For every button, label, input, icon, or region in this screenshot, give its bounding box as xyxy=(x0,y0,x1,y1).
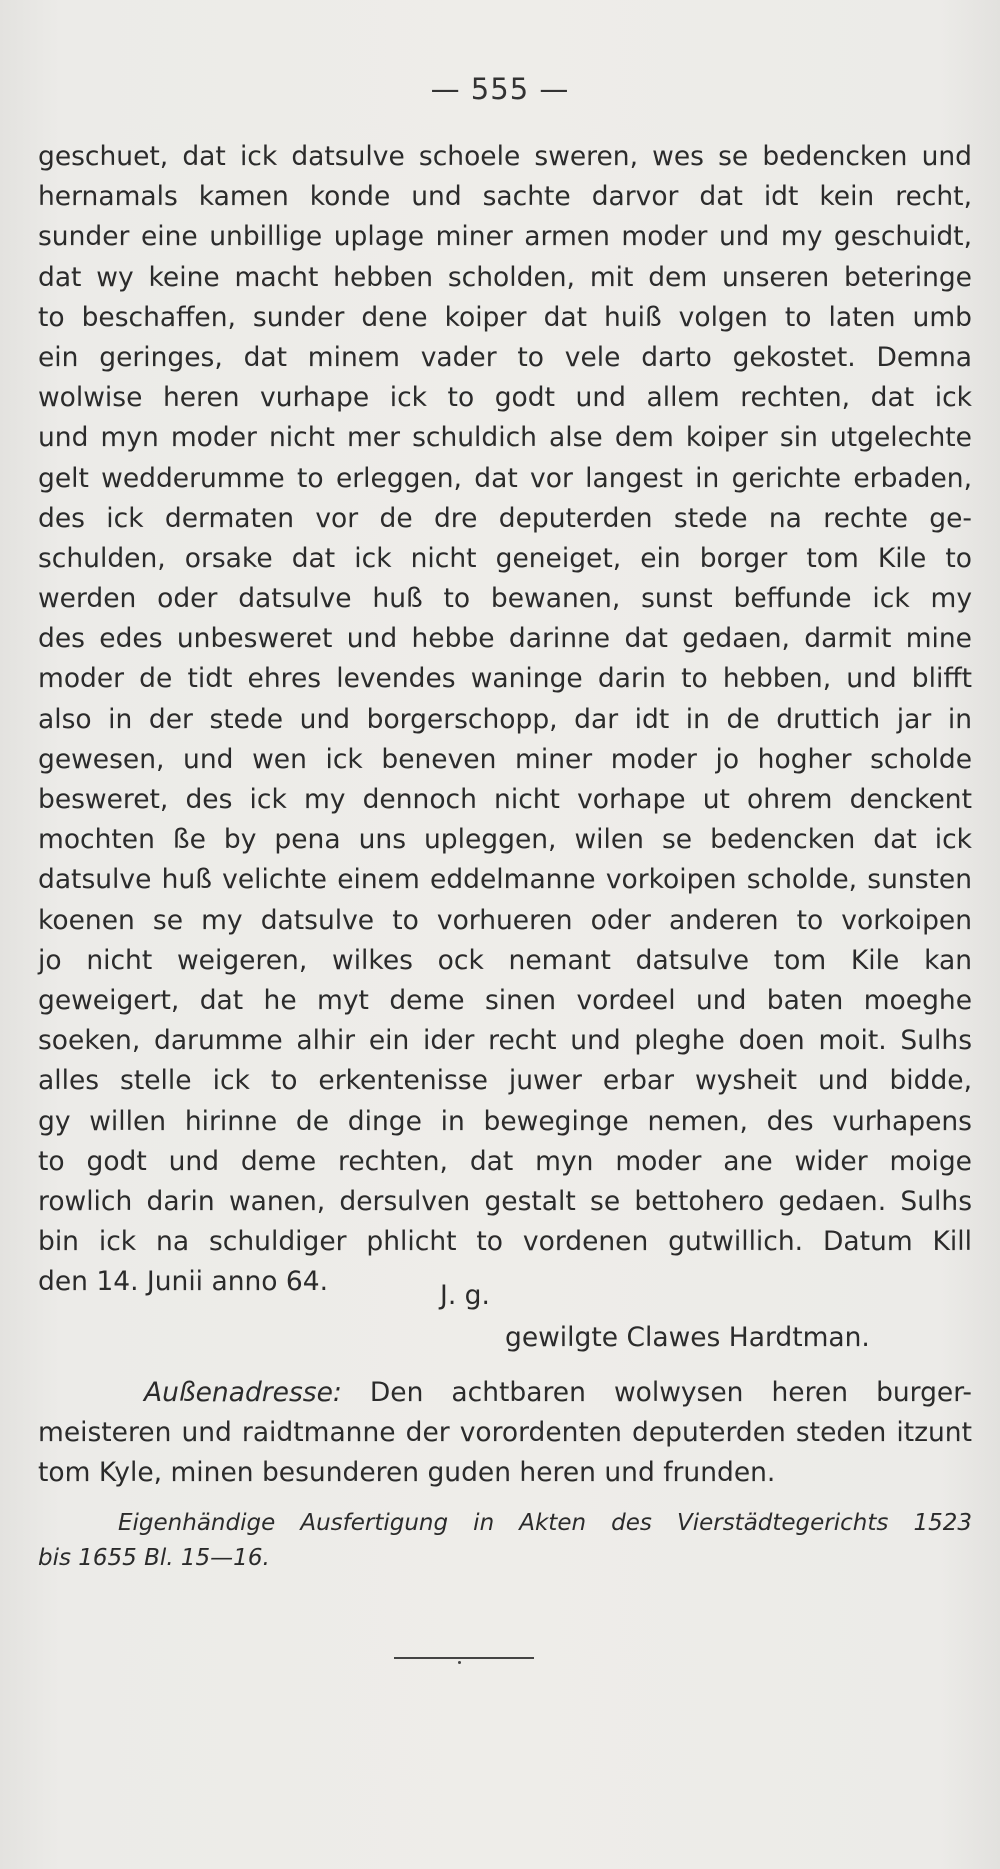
page-number: — 555 — xyxy=(430,72,570,106)
body-line: geweigert, dat he myt deme sinen vordeel und baten moeghe xyxy=(38,984,972,1016)
body-line: mochten ße by pena uns upleggen, wilen se bedencken dat ick xyxy=(38,824,972,856)
body-line: und myn moder nicht mer schuldich alse dem koiper sin utgelechte xyxy=(38,422,972,454)
source-line-1: Eigenhändige Ausfertigung in Akten des Vierstädtegerichts 1523 xyxy=(118,1510,972,1536)
body-line: datsulve huß velichte einem eddelmanne vorkoipen scholde, sunsten xyxy=(38,864,972,896)
body-line: moder de tidt ehres levendes waninge darin to hebben, und blifft xyxy=(38,663,972,695)
body-line: soeken, darumme alhir ein ider recht und pleghe doen moit. Sulhs xyxy=(38,1025,972,1057)
body-line: alles stelle ick to erkentenisse juwer erbar wysheit und bidde, xyxy=(38,1065,972,1097)
address-label: Außenadresse: xyxy=(144,1377,342,1408)
body-line: rowlich darin wanen, dersulven gestalt se bettohero gedaen. Sulhs xyxy=(38,1185,972,1217)
address-line-1-text: Den achtbaren wolwysen heren burger- xyxy=(341,1377,972,1408)
body-line: bin ick na schuldiger phlicht to vordenen gutwillich. Datum Kill xyxy=(38,1226,972,1258)
body-line: to beschaffen, sunder dene koiper dat huiß volgen to laten umb xyxy=(38,301,972,333)
body-line: des ick dermaten vor de dre deputerden stede na rechte ge- xyxy=(38,502,972,534)
body-line: des edes unbesweret und hebbe darinne dat gedaen, darmit mine xyxy=(38,623,972,655)
body-line: ein geringes, dat minem vader to vele darto gekostet. Demna xyxy=(38,341,972,373)
body-line: schulden, orsake dat ick nicht geneiget, ein borger tom Kile to xyxy=(38,542,972,574)
end-rule-dot xyxy=(458,1661,461,1664)
outer-address xyxy=(38,1373,972,1494)
letter-body xyxy=(38,137,972,1302)
body-line: jo nicht weigeren, wilkes ock nemant datsulve tom Kile kan xyxy=(38,944,972,976)
body-line: werden oder datsulve huß to bewanen, sunst beffunde ick my xyxy=(38,583,972,615)
body-line-date: den 14. Junii anno 64. xyxy=(38,1266,329,1298)
end-rule xyxy=(394,1657,534,1659)
body-line: wolwise heren vurhape ick to godt und allem rechten, dat ick xyxy=(38,382,972,414)
address-line-2: meisteren und raidtmanne der vorordenten deputerden steden itzunt xyxy=(38,1417,972,1449)
body-line: dat wy keine macht hebben scholden, mit dem unseren beteringe xyxy=(38,261,972,293)
address-line-1 xyxy=(38,1373,972,1413)
body-line: koenen se my datsulve to vorhueren oder anderen to vorkoipen xyxy=(38,904,972,936)
body-line: gy willen hirinne de dinge in beweginge nemen, des vurhapens xyxy=(38,1105,972,1137)
source-note xyxy=(38,1506,972,1576)
body-line: sunder eine unbillige uplage miner armen moder und my geschuidt, xyxy=(38,221,972,253)
body-line: gewesen, und wen ick beneven miner moder jo hogher scholde xyxy=(38,743,972,775)
signature-initials: J. g. xyxy=(440,1280,490,1311)
source-line-2: bis 1655 Bl. 15—16. xyxy=(38,1545,270,1571)
body-line: to godt und deme rechten, dat myn moder ane wider moige xyxy=(38,1145,972,1177)
body-line: besweret, des ick my dennoch nicht vorhape ut ohrem denckent xyxy=(38,784,972,815)
body-line: hernamals kamen konde und sachte darvor dat idt kein recht, xyxy=(38,181,972,213)
address-line-3: tom Kyle, minen besunderen guden heren und frunden. xyxy=(38,1457,776,1489)
body-line: gelt wedderumme to erleggen, dat vor langest in gerichte erbaden, xyxy=(38,462,972,494)
body-line: geschuet, dat ick datsulve schoele sweren, wes se bedencken und xyxy=(38,141,972,172)
body-line: also in der stede und borgerschopp, dar idt in de druttich jar in xyxy=(38,703,972,735)
signature-name: gewilgte Clawes Hardtman. xyxy=(505,1322,870,1353)
